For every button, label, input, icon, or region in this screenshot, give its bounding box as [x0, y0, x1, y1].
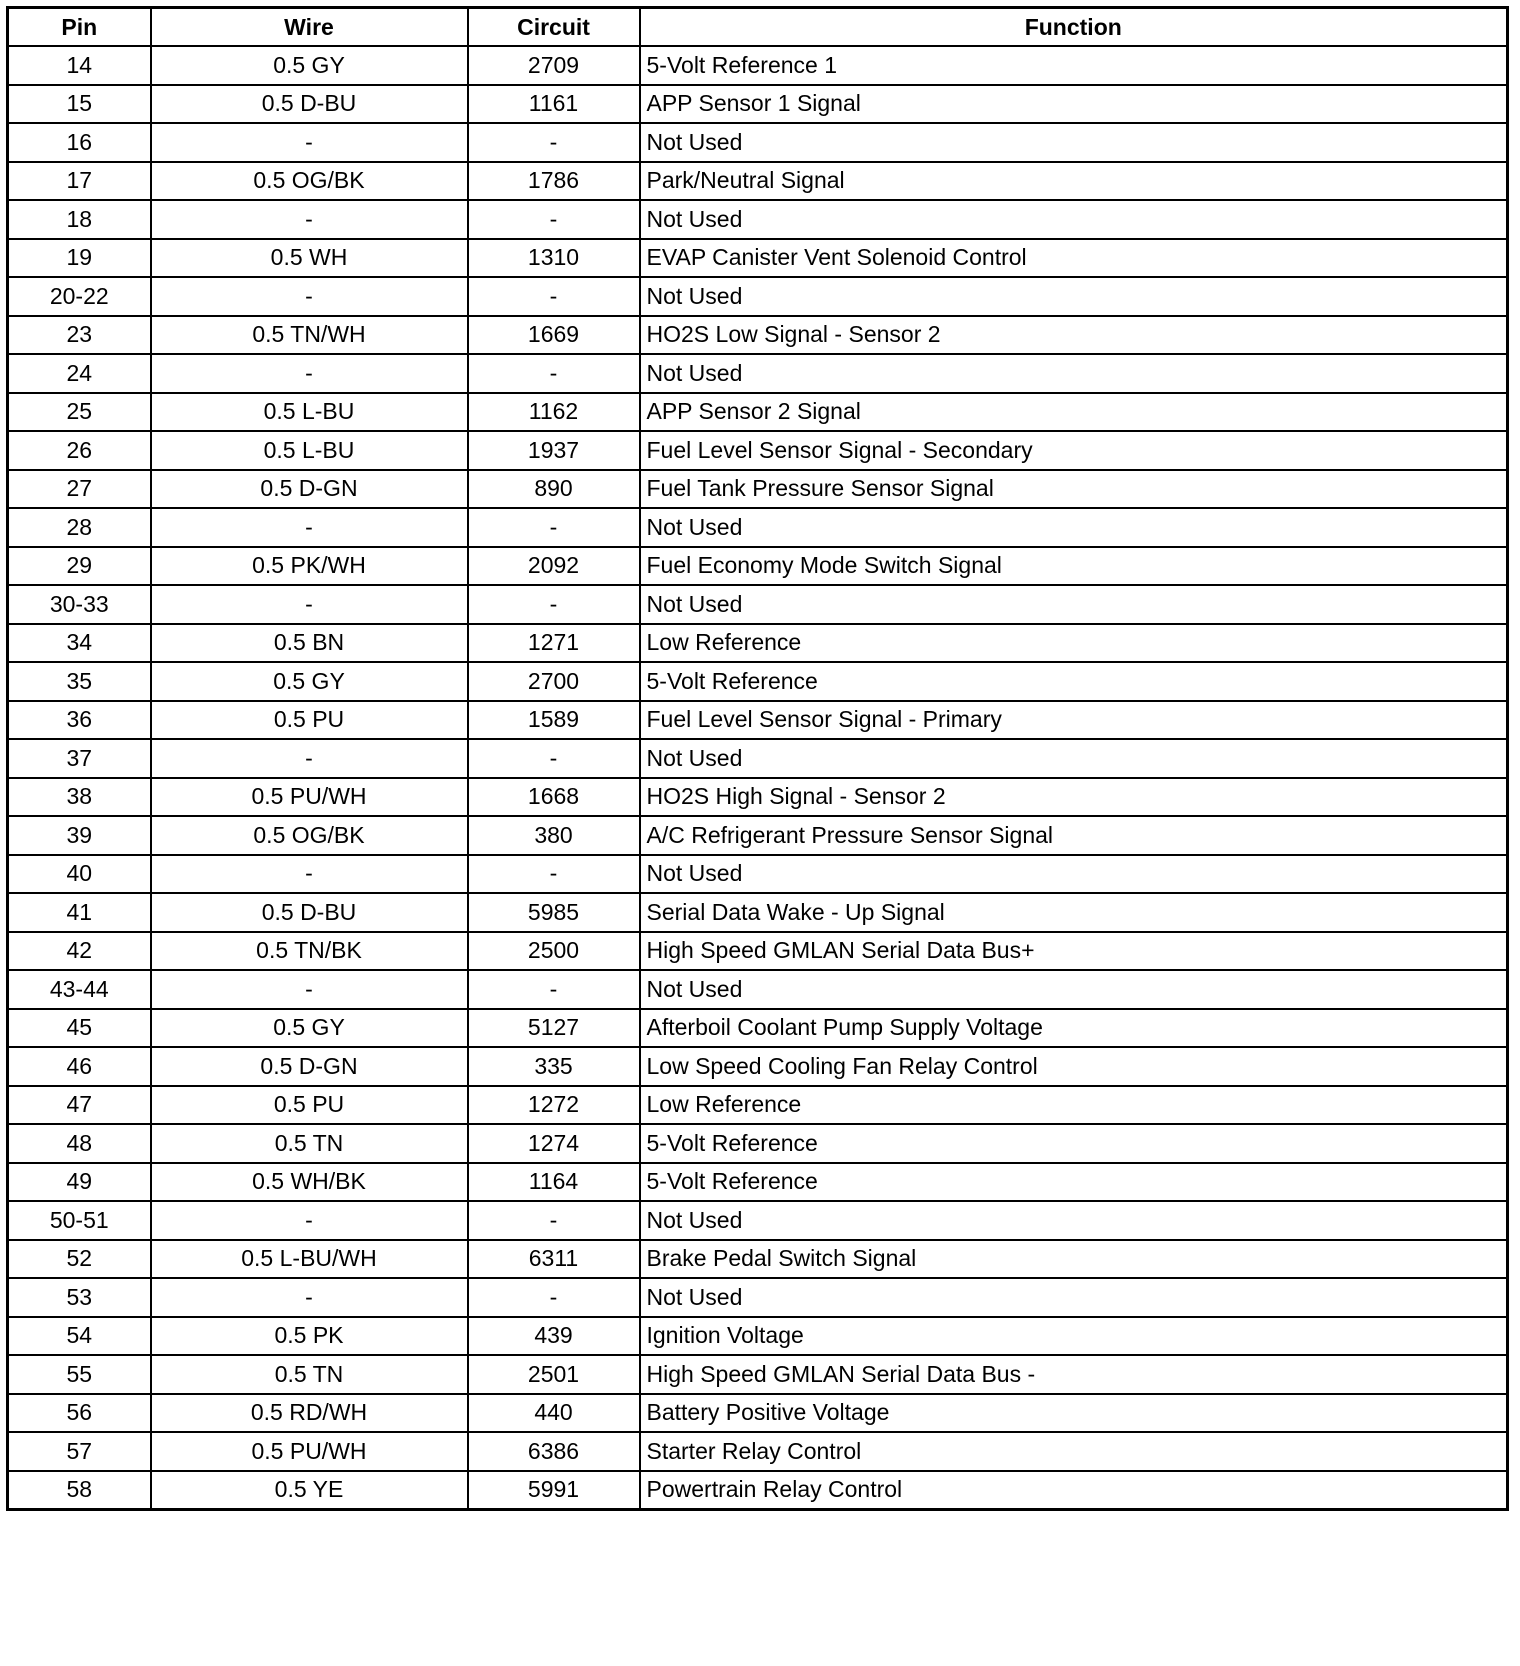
table-body	[8, 46, 1508, 1509]
function-cell: Not Used	[640, 123, 1508, 162]
function-cell: Park/Neutral Signal	[640, 162, 1508, 201]
wire-cell: 0.5 TN/WH	[151, 316, 468, 355]
table-row	[8, 1355, 1508, 1394]
function-cell: Starter Relay Control	[640, 1432, 1508, 1471]
circuit-cell: 5985	[468, 893, 640, 932]
function-cell: APP Sensor 2 Signal	[640, 393, 1508, 432]
table-row	[8, 701, 1508, 740]
wire-cell: 0.5 PU/WH	[151, 778, 468, 817]
function-cell: 5-Volt Reference	[640, 1124, 1508, 1163]
circuit-cell: -	[468, 739, 640, 778]
wire-cell: 0.5 TN/BK	[151, 932, 468, 971]
wire-cell: -	[151, 277, 468, 316]
table-row	[8, 1047, 1508, 1086]
pin-cell: 42	[8, 932, 151, 971]
table-row	[8, 855, 1508, 894]
table-row	[8, 1009, 1508, 1048]
circuit-cell: 890	[468, 470, 640, 509]
function-cell: Afterboil Coolant Pump Supply Voltage	[640, 1009, 1508, 1048]
pin-cell: 37	[8, 739, 151, 778]
circuit-cell: -	[468, 354, 640, 393]
wire-cell: -	[151, 508, 468, 547]
function-cell: Battery Positive Voltage	[640, 1394, 1508, 1433]
function-cell: Fuel Tank Pressure Sensor Signal	[640, 470, 1508, 509]
table-row	[8, 316, 1508, 355]
pin-cell: 58	[8, 1471, 151, 1510]
wire-cell: -	[151, 1278, 468, 1317]
table-row	[8, 1432, 1508, 1471]
pin-cell: 29	[8, 547, 151, 586]
table-row	[8, 1163, 1508, 1202]
column-header-pin: Pin	[8, 8, 151, 47]
table-row	[8, 508, 1508, 547]
pin-cell: 20-22	[8, 277, 151, 316]
function-cell: Not Used	[640, 855, 1508, 894]
pin-cell: 49	[8, 1163, 151, 1202]
circuit-cell: 1274	[468, 1124, 640, 1163]
function-cell: Powertrain Relay Control	[640, 1471, 1508, 1510]
table-row	[8, 85, 1508, 124]
function-cell: 5-Volt Reference 1	[640, 46, 1508, 85]
table-row	[8, 470, 1508, 509]
wire-cell: 0.5 PU	[151, 1086, 468, 1125]
circuit-cell: -	[468, 585, 640, 624]
table-row	[8, 1240, 1508, 1279]
header-row	[8, 8, 1508, 47]
table-row	[8, 624, 1508, 663]
function-cell: Ignition Voltage	[640, 1317, 1508, 1356]
circuit-cell: 1272	[468, 1086, 640, 1125]
wire-cell: 0.5 D-BU	[151, 893, 468, 932]
wire-cell: 0.5 WH/BK	[151, 1163, 468, 1202]
table-row	[8, 1317, 1508, 1356]
function-cell: Not Used	[640, 200, 1508, 239]
pin-cell: 17	[8, 162, 151, 201]
circuit-cell: 1668	[468, 778, 640, 817]
function-cell: 5-Volt Reference	[640, 662, 1508, 701]
pin-cell: 15	[8, 85, 151, 124]
circuit-cell: -	[468, 1278, 640, 1317]
table-row	[8, 932, 1508, 971]
function-cell: APP Sensor 1 Signal	[640, 85, 1508, 124]
table-row	[8, 277, 1508, 316]
circuit-cell: -	[468, 855, 640, 894]
table-row	[8, 585, 1508, 624]
table-row	[8, 547, 1508, 586]
wire-cell: 0.5 WH	[151, 239, 468, 278]
pin-cell: 52	[8, 1240, 151, 1279]
circuit-cell: -	[468, 1201, 640, 1240]
pin-cell: 27	[8, 470, 151, 509]
function-cell: Not Used	[640, 970, 1508, 1009]
function-cell: High Speed GMLAN Serial Data Bus+	[640, 932, 1508, 971]
table-row	[8, 1201, 1508, 1240]
circuit-cell: 6386	[468, 1432, 640, 1471]
pin-cell: 54	[8, 1317, 151, 1356]
table-row	[8, 1394, 1508, 1433]
circuit-cell: 380	[468, 816, 640, 855]
wire-cell: -	[151, 200, 468, 239]
function-cell: Not Used	[640, 585, 1508, 624]
circuit-cell: 1589	[468, 701, 640, 740]
wire-cell: 0.5 BN	[151, 624, 468, 663]
circuit-cell: -	[468, 277, 640, 316]
pin-cell: 50-51	[8, 1201, 151, 1240]
pin-cell: 39	[8, 816, 151, 855]
pin-cell: 35	[8, 662, 151, 701]
circuit-cell: 1937	[468, 431, 640, 470]
circuit-cell: 1271	[468, 624, 640, 663]
pin-cell: 30-33	[8, 585, 151, 624]
table-row	[8, 1086, 1508, 1125]
table-row	[8, 393, 1508, 432]
function-cell: Not Used	[640, 739, 1508, 778]
pin-cell: 41	[8, 893, 151, 932]
table-row	[8, 662, 1508, 701]
column-header-function: Function	[640, 8, 1508, 47]
circuit-cell: 2500	[468, 932, 640, 971]
function-cell: Not Used	[640, 277, 1508, 316]
table-row	[8, 1124, 1508, 1163]
wire-cell: 0.5 PK	[151, 1317, 468, 1356]
circuit-cell: 1162	[468, 393, 640, 432]
circuit-cell: -	[468, 970, 640, 1009]
pin-cell: 48	[8, 1124, 151, 1163]
pin-cell: 18	[8, 200, 151, 239]
wire-cell: 0.5 D-GN	[151, 470, 468, 509]
wire-cell: -	[151, 123, 468, 162]
circuit-cell: 2501	[468, 1355, 640, 1394]
circuit-cell: 440	[468, 1394, 640, 1433]
column-header-circuit: Circuit	[468, 8, 640, 47]
function-cell: Not Used	[640, 508, 1508, 547]
circuit-cell: -	[468, 200, 640, 239]
table-row	[8, 162, 1508, 201]
table-row	[8, 46, 1508, 85]
wire-cell: 0.5 TN	[151, 1124, 468, 1163]
table-row	[8, 816, 1508, 855]
function-cell: High Speed GMLAN Serial Data Bus -	[640, 1355, 1508, 1394]
pin-cell: 55	[8, 1355, 151, 1394]
wire-cell: 0.5 OG/BK	[151, 162, 468, 201]
pin-cell: 28	[8, 508, 151, 547]
pin-cell: 26	[8, 431, 151, 470]
circuit-cell: 1669	[468, 316, 640, 355]
wire-cell: 0.5 PU	[151, 701, 468, 740]
function-cell: EVAP Canister Vent Solenoid Control	[640, 239, 1508, 278]
pin-cell: 16	[8, 123, 151, 162]
table-row	[8, 739, 1508, 778]
circuit-cell: -	[468, 508, 640, 547]
table-row	[8, 778, 1508, 817]
function-cell: Not Used	[640, 1201, 1508, 1240]
table-row	[8, 970, 1508, 1009]
circuit-cell: 2709	[468, 46, 640, 85]
circuit-cell: 1164	[468, 1163, 640, 1202]
wire-cell: -	[151, 1201, 468, 1240]
pin-cell: 38	[8, 778, 151, 817]
wire-cell: -	[151, 585, 468, 624]
table-row	[8, 123, 1508, 162]
table-row	[8, 200, 1508, 239]
function-cell: Not Used	[640, 354, 1508, 393]
pin-cell: 34	[8, 624, 151, 663]
connector-pinout-table	[6, 6, 1509, 1511]
function-cell: Low Speed Cooling Fan Relay Control	[640, 1047, 1508, 1086]
wire-cell: 0.5 YE	[151, 1471, 468, 1510]
wire-cell: 0.5 GY	[151, 1009, 468, 1048]
wire-cell: 0.5 GY	[151, 46, 468, 85]
table-row	[8, 1471, 1508, 1510]
wire-cell: 0.5 TN	[151, 1355, 468, 1394]
pin-cell: 14	[8, 46, 151, 85]
function-cell: HO2S Low Signal - Sensor 2	[640, 316, 1508, 355]
pin-cell: 57	[8, 1432, 151, 1471]
function-cell: Fuel Level Sensor Signal - Secondary	[640, 431, 1508, 470]
pin-cell: 24	[8, 354, 151, 393]
table-row	[8, 1278, 1508, 1317]
pin-cell: 46	[8, 1047, 151, 1086]
circuit-cell: 1161	[468, 85, 640, 124]
table-row	[8, 239, 1508, 278]
function-cell: Serial Data Wake - Up Signal	[640, 893, 1508, 932]
table-row	[8, 354, 1508, 393]
circuit-cell: 335	[468, 1047, 640, 1086]
wire-cell: -	[151, 354, 468, 393]
wire-cell: -	[151, 970, 468, 1009]
wire-cell: 0.5 L-BU	[151, 431, 468, 470]
function-cell: 5-Volt Reference	[640, 1163, 1508, 1202]
wire-cell: 0.5 PU/WH	[151, 1432, 468, 1471]
circuit-cell: 1786	[468, 162, 640, 201]
pin-cell: 19	[8, 239, 151, 278]
pin-cell: 53	[8, 1278, 151, 1317]
pin-cell: 45	[8, 1009, 151, 1048]
wire-cell: 0.5 D-GN	[151, 1047, 468, 1086]
pin-cell: 47	[8, 1086, 151, 1125]
table-header	[8, 8, 1508, 47]
table-row	[8, 431, 1508, 470]
circuit-cell: 5127	[468, 1009, 640, 1048]
function-cell: Fuel Level Sensor Signal - Primary	[640, 701, 1508, 740]
function-cell: HO2S High Signal - Sensor 2	[640, 778, 1508, 817]
pin-cell: 40	[8, 855, 151, 894]
wire-cell: -	[151, 739, 468, 778]
wire-cell: 0.5 OG/BK	[151, 816, 468, 855]
pin-cell: 43-44	[8, 970, 151, 1009]
circuit-cell: 6311	[468, 1240, 640, 1279]
wire-cell: 0.5 D-BU	[151, 85, 468, 124]
wire-cell: 0.5 RD/WH	[151, 1394, 468, 1433]
function-cell: Not Used	[640, 1278, 1508, 1317]
pin-cell: 36	[8, 701, 151, 740]
circuit-cell: 2700	[468, 662, 640, 701]
table-row	[8, 893, 1508, 932]
function-cell: A/C Refrigerant Pressure Sensor Signal	[640, 816, 1508, 855]
pin-cell: 56	[8, 1394, 151, 1433]
wire-cell: 0.5 GY	[151, 662, 468, 701]
function-cell: Low Reference	[640, 624, 1508, 663]
pin-cell: 25	[8, 393, 151, 432]
function-cell: Fuel Economy Mode Switch Signal	[640, 547, 1508, 586]
circuit-cell: 2092	[468, 547, 640, 586]
circuit-cell: 5991	[468, 1471, 640, 1510]
column-header-wire: Wire	[151, 8, 468, 47]
wire-cell: 0.5 L-BU/WH	[151, 1240, 468, 1279]
function-cell: Brake Pedal Switch Signal	[640, 1240, 1508, 1279]
circuit-cell: 439	[468, 1317, 640, 1356]
function-cell: Low Reference	[640, 1086, 1508, 1125]
circuit-cell: 1310	[468, 239, 640, 278]
pin-cell: 23	[8, 316, 151, 355]
wire-cell: 0.5 PK/WH	[151, 547, 468, 586]
circuit-cell: -	[468, 123, 640, 162]
wire-cell: 0.5 L-BU	[151, 393, 468, 432]
wire-cell: -	[151, 855, 468, 894]
